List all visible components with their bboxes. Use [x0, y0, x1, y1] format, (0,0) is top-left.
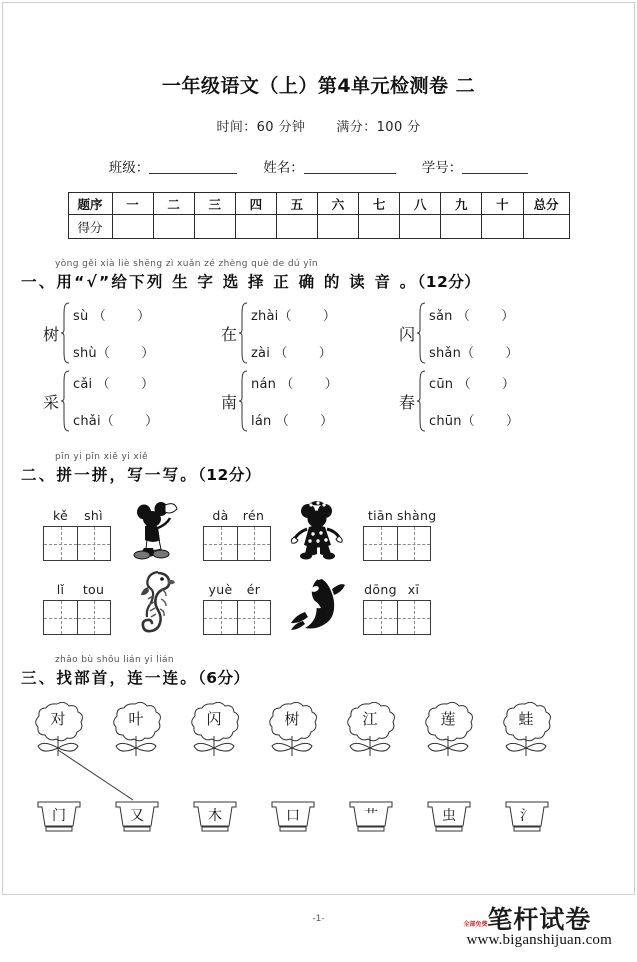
tianzi-box[interactable] — [364, 601, 397, 634]
score-col-1: 一 — [112, 193, 153, 215]
watermark-url — [463, 922, 612, 948]
q1-option[interactable] — [251, 305, 336, 324]
tianzi-box[interactable] — [44, 601, 77, 634]
score-cell-2[interactable] — [153, 215, 194, 239]
q2-syllable: xī — [407, 582, 420, 597]
tianzige-boxes[interactable] — [43, 526, 111, 561]
q1-character: 春 — [399, 392, 416, 412]
q1-option-paren: ） — [141, 346, 155, 361]
section-1-pinyin: yòng gěi xià liè shēng zì xuǎn zé zhèng què de dú yīn — [55, 259, 319, 269]
q2-row — [43, 499, 616, 561]
q1-option-text: cǎi （ — [73, 377, 110, 392]
q3-pot-label: 氵 — [520, 808, 534, 824]
q1-option-text: chūn（ — [429, 414, 475, 429]
q2-syllable: tiān — [367, 508, 394, 523]
q1-row — [43, 302, 616, 364]
q1-option-paren: ） — [318, 346, 332, 361]
q1-option-text: shǎn（ — [429, 346, 475, 361]
q3-matching-stage[interactable] — [21, 700, 601, 855]
q2-pinyin — [364, 508, 437, 523]
q3-flower-label: 蛙 — [518, 710, 534, 728]
q1-options — [251, 370, 338, 432]
brace-icon — [416, 302, 426, 364]
q1-options — [73, 370, 158, 432]
q1-option-paren: ） — [501, 377, 516, 392]
q2-write-cell[interactable] — [203, 508, 271, 561]
q1-row — [43, 370, 616, 432]
q1-option-paren: ） — [506, 414, 520, 429]
q2-syllable: rén — [242, 508, 265, 523]
q1-option[interactable] — [429, 342, 519, 361]
q1-option-paren: ） — [324, 377, 338, 392]
score-col-4: 四 — [235, 193, 276, 215]
total-score-label: 满分：100 分 — [336, 120, 421, 135]
q3-pot-label: 虫 — [442, 808, 456, 824]
tianzi-box[interactable] — [204, 601, 237, 634]
q2-syllable: dà — [212, 508, 229, 523]
q1-character: 树 — [43, 324, 60, 344]
score-cell-total[interactable] — [523, 215, 569, 239]
q1-option[interactable] — [429, 410, 519, 429]
q2-pinyin — [364, 582, 430, 597]
q1-option[interactable] — [429, 305, 519, 324]
q1-options — [429, 302, 519, 364]
q3-flower-label: 对 — [50, 710, 66, 728]
brace-icon — [60, 302, 70, 364]
q3-body — [21, 700, 616, 855]
q1-option-text: shù（ — [73, 346, 111, 361]
q2-body — [21, 499, 616, 635]
q1-item — [399, 370, 577, 432]
brace-icon — [238, 302, 248, 364]
section-3 — [21, 655, 616, 855]
section-2-pinyin: pīn yi pīn xiě yi xiě — [55, 452, 148, 462]
name-blank[interactable] — [304, 173, 396, 174]
q3-pot-label: 艹 — [364, 808, 378, 824]
section-2 — [21, 452, 616, 635]
tianzi-box[interactable] — [44, 527, 77, 560]
q1-options — [73, 302, 154, 364]
table-row-question-numbers — [68, 193, 569, 215]
score-row-label: 得分 — [68, 215, 112, 239]
q2-pinyin — [204, 508, 270, 523]
name-label: 姓名： — [263, 160, 304, 176]
q1-character: 在 — [221, 324, 238, 344]
mickey-mouse-icon — [125, 499, 189, 561]
q1-option-paren: ） — [505, 346, 519, 361]
tianzi-box[interactable] — [397, 601, 430, 634]
class-field[interactable] — [109, 156, 238, 176]
q1-character: 闪 — [399, 324, 416, 344]
q1-option-paren: ） — [145, 414, 159, 429]
q3-flower-label: 闪 — [206, 710, 222, 728]
q1-option-text: zhài（ — [251, 309, 292, 324]
q1-item — [43, 302, 221, 364]
q1-option[interactable] — [251, 342, 336, 361]
q3-pot-label: 口 — [286, 808, 300, 824]
section-3-points: （6分） — [198, 669, 250, 687]
q1-character: 南 — [221, 392, 238, 412]
section-1-heading — [21, 259, 616, 292]
q2-pinyin — [44, 582, 110, 597]
class-blank[interactable] — [149, 173, 237, 174]
score-cell-3[interactable] — [194, 215, 235, 239]
q1-item — [399, 302, 577, 364]
brace-icon — [416, 370, 426, 432]
q1-option[interactable] — [251, 410, 338, 429]
score-col-3: 三 — [194, 193, 235, 215]
tianzi-box[interactable] — [237, 601, 270, 634]
student-id-blank[interactable] — [462, 173, 528, 174]
exam-meta — [3, 116, 634, 135]
exam-page — [2, 2, 635, 948]
brace-icon — [238, 370, 248, 432]
score-col-9: 九 — [441, 193, 482, 215]
student-id-field[interactable] — [422, 156, 529, 176]
brace-icon — [60, 370, 70, 432]
page-title: 一年级语文（上）第4单元检测卷 二 — [161, 75, 476, 97]
tianzi-box[interactable] — [77, 527, 110, 560]
q2-syllable: shì — [84, 508, 103, 523]
q1-options — [429, 370, 519, 432]
section-3-pinyin: zhǎo bù shǒu lián yi lián — [55, 655, 175, 665]
q1-option[interactable] — [251, 373, 338, 392]
q1-option-text: zài （ — [251, 346, 288, 361]
section-3-title-text: 三、找部首，连一连。 — [21, 669, 199, 687]
q1-option[interactable] — [73, 305, 154, 324]
q3-flower-label: 江 — [362, 710, 378, 728]
score-col-8: 八 — [400, 193, 441, 215]
score-table-row-label: 题序 — [68, 193, 112, 215]
watermark-brand: 笔杆试卷 — [487, 905, 592, 934]
time-label: 时间：60 分钟 — [216, 120, 306, 135]
student-info-line — [3, 156, 634, 176]
name-field[interactable] — [263, 156, 396, 176]
section-1 — [21, 259, 616, 432]
q1-option-text: lán （ — [251, 414, 289, 429]
tianzi-box[interactable] — [237, 527, 270, 560]
score-cell-1[interactable] — [112, 215, 153, 239]
table-row-scores — [68, 215, 569, 239]
q2-write-cell[interactable] — [363, 508, 437, 561]
q1-option[interactable] — [73, 342, 154, 361]
section-2-title — [21, 463, 616, 485]
score-cell-7[interactable] — [359, 215, 400, 239]
q3-drawn-match-line[interactable] — [58, 750, 133, 800]
q3-flower-label: 莲 — [440, 710, 456, 728]
q1-option-paren: ） — [320, 414, 334, 429]
section-3-title — [21, 666, 616, 688]
q2-pinyin — [44, 508, 110, 523]
section-3-heading — [21, 655, 616, 688]
q2-pinyin — [204, 582, 270, 597]
q1-option-paren: ） — [141, 377, 155, 392]
q2-syllable: shàng — [397, 508, 437, 523]
q2-write-cell[interactable] — [363, 582, 431, 635]
score-cell-9[interactable] — [441, 215, 482, 239]
q1-option[interactable] — [73, 373, 158, 392]
q1-option-text: nán （ — [251, 377, 294, 392]
q3-pot-label: 木 — [208, 808, 222, 824]
q1-character: 采 — [43, 392, 60, 412]
q3-pot-label: 又 — [130, 808, 144, 824]
q2-write-cell[interactable] — [43, 508, 111, 561]
q1-option[interactable] — [429, 373, 519, 392]
tianzi-box[interactable] — [364, 527, 397, 560]
q1-item — [221, 302, 399, 364]
q1-options — [251, 302, 336, 364]
q2-syllable: yuè — [208, 582, 233, 597]
tianzi-box[interactable] — [397, 527, 430, 560]
student-id-label: 学号： — [421, 160, 463, 176]
watermark-free-badge: 全部免费 — [463, 922, 488, 928]
section-2-heading — [21, 452, 616, 485]
tianzi-box[interactable] — [77, 601, 110, 634]
q2-syllable: dōng — [364, 582, 397, 597]
score-table-wrapper — [68, 192, 570, 239]
q1-option-paren: ） — [322, 309, 337, 324]
q2-row — [43, 569, 616, 635]
watermark — [463, 905, 612, 948]
seahorse-icon — [125, 569, 189, 635]
q2-syllable: kě — [52, 508, 69, 523]
score-col-total: 总分 — [523, 193, 569, 215]
q2-write-cell[interactable] — [43, 582, 111, 635]
q2-write-cell[interactable] — [203, 582, 271, 635]
tianzige-boxes[interactable] — [203, 600, 271, 635]
tianzi-box[interactable] — [204, 527, 237, 560]
score-cell-8[interactable] — [400, 215, 441, 239]
q3-flower-label: 树 — [284, 710, 300, 728]
q1-option-paren: ） — [501, 309, 515, 324]
watermark-url-text: www.biganshijuan.com — [466, 932, 612, 948]
orca-whale-icon — [285, 573, 349, 635]
class-label: 班级： — [108, 160, 150, 176]
q1-option[interactable] — [73, 410, 158, 429]
tianzige-boxes[interactable] — [363, 526, 431, 561]
q1-body — [21, 302, 616, 432]
section-1-points: （12分） — [417, 273, 481, 291]
q1-item — [221, 370, 399, 432]
score-col-6: 六 — [317, 193, 358, 215]
q2-syllable: tou — [82, 582, 105, 597]
section-1-title — [21, 270, 616, 292]
q1-option-text: sù （ — [73, 309, 106, 324]
score-col-2: 二 — [153, 193, 194, 215]
q2-syllable: ér — [246, 582, 261, 597]
score-col-5: 五 — [276, 193, 317, 215]
page-number: -1- — [312, 914, 325, 924]
section-2-title-text: 二、拼一拼，写一写。 — [21, 466, 199, 484]
q3-pot-label: 门 — [52, 808, 66, 824]
score-cell-10[interactable] — [482, 215, 523, 239]
tianzige-boxes[interactable] — [363, 600, 431, 635]
score-cell-4[interactable] — [235, 215, 276, 239]
score-col-10: 十 — [482, 193, 523, 215]
q1-option-text: cūn （ — [429, 377, 471, 392]
q1-item — [43, 370, 221, 432]
tianzige-boxes[interactable] — [43, 600, 111, 635]
q3-flower-label: 叶 — [128, 710, 144, 728]
section-1-title-text: 一、用“√”给下列 生 字 选 择 正 确 的 读 音 。 — [21, 273, 418, 291]
tianzige-boxes[interactable] — [203, 526, 271, 561]
score-cell-6[interactable] — [317, 215, 358, 239]
q1-option-text: sǎn （ — [429, 309, 471, 324]
q1-option-text: chǎi（ — [73, 414, 114, 429]
score-cell-5[interactable] — [276, 215, 317, 239]
section-2-points: （12分） — [198, 466, 261, 484]
score-table — [68, 192, 570, 239]
q2-syllable: lǐ — [56, 582, 65, 597]
minnie-mouse-icon — [285, 499, 349, 561]
q1-option-paren: ） — [137, 309, 151, 324]
score-col-7: 七 — [359, 193, 400, 215]
